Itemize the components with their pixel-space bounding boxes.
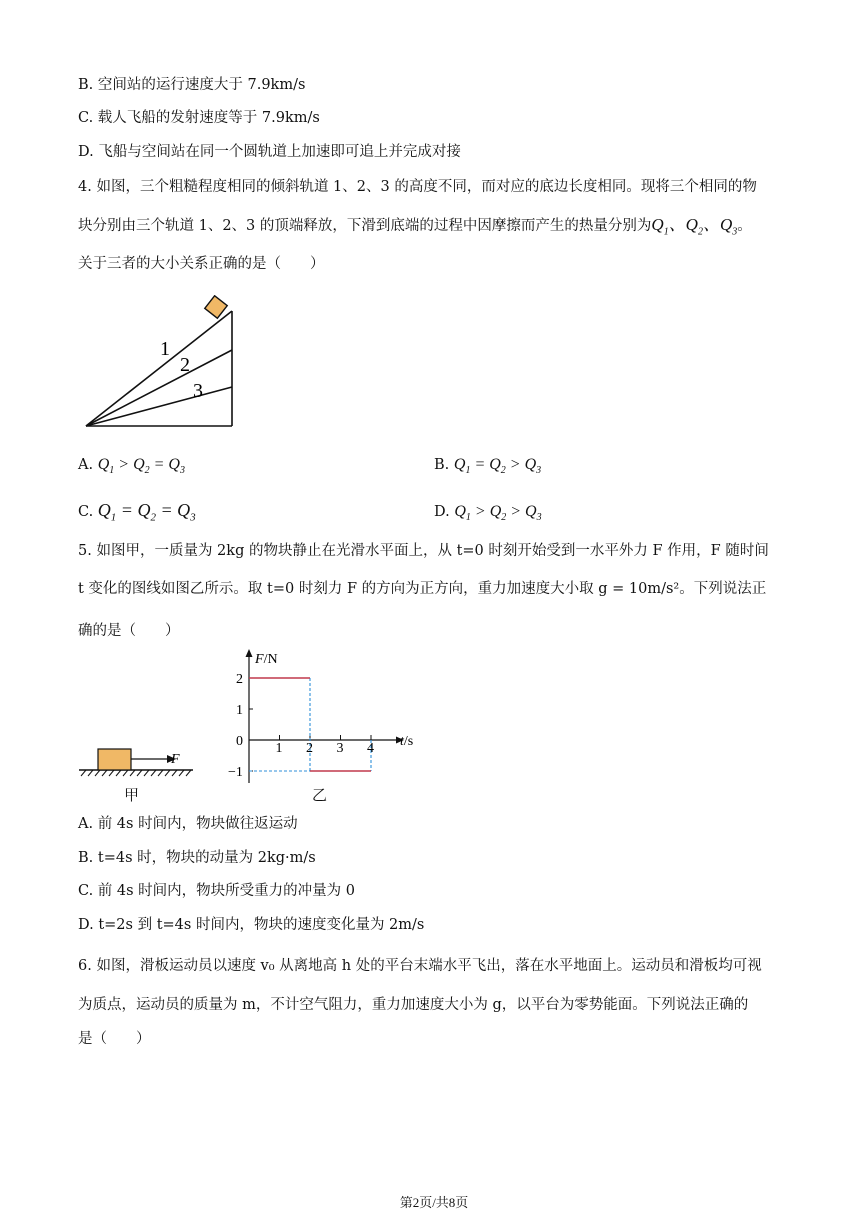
ground-hatch <box>172 770 177 776</box>
y-tick-label: −1 <box>228 765 243 780</box>
q3-option-b: B. 空间站的运行速度大于 7.9km/s <box>78 77 306 93</box>
q6-stem-line1: 6. 如图，滑板运动员以速度 v₀ 从离地高 h 处的平台末端水平飞出，落在水平地面上。运动员和滑板均可视 <box>78 958 762 974</box>
page-footer: 第2页/共8页 <box>399 1195 469 1210</box>
q6-stem-line2: 为质点，运动员的质量为 m，不计空气阻力，重力加速度大小为 g，以平台为零势能面。下列说法正确的 <box>78 997 749 1013</box>
q4-stem-line1: 4. 如图，三个粗糙程度相同的倾斜轨道 1、2、3 的高度不同，而对应的底边长度相同。现将三个相同的物 <box>78 179 757 195</box>
ground-hatch <box>186 770 191 776</box>
q5-option-c: C. 前 4s 时间内，物块所受重力的冲量为 0 <box>78 883 356 899</box>
q4-stem-line3: 关于三者的大小关系正确的是（ ） <box>78 256 325 272</box>
y-axis-label: F/N <box>255 652 278 667</box>
x-axis-label: t/s <box>400 734 414 749</box>
q5-stem-line2: t 变化的图线如图乙所示。取 t=0 时刻力 F 的方向为正方向，重力加速度大小取 g = 10m/s²。下列说法正 <box>78 581 767 597</box>
ground-hatch <box>123 770 128 776</box>
force-label: F <box>171 752 180 767</box>
ground-hatch <box>130 770 135 776</box>
q4-option-c: C. $Q_1 = Q_2 = Q_3$ <box>78 500 196 524</box>
track-label-2: 2 <box>180 354 190 376</box>
x-tick-label: 2 <box>306 741 313 756</box>
q5-stem-line1: 5. 如图甲，一质量为 2kg 的物块静止在光滑水平面上，从 t=0 时刻开始受到一水平外力 F 作用，F 随时间 <box>78 543 769 559</box>
ground-hatch <box>151 770 156 776</box>
ground-hatch <box>116 770 121 776</box>
q4-incline-figure <box>80 295 240 431</box>
q5-block <box>98 749 131 770</box>
q3-option-d: D. 飞船与空间站在同一个圆轨道上加速即可追上并完成对接 <box>78 144 461 160</box>
fig-jia-label: 甲 <box>124 786 140 804</box>
track-3 <box>86 387 232 426</box>
ground-hatch <box>95 770 100 776</box>
y-tick-label: 1 <box>236 703 243 718</box>
q4-option-b: B. $Q_1 = Q_2 > Q_3$ <box>434 456 542 477</box>
x-tick-label: 4 <box>367 741 374 756</box>
track-1 <box>86 311 232 426</box>
fig-yi-label: 乙 <box>312 786 328 804</box>
y-tick-label: 0 <box>236 734 243 749</box>
q4-option-a: A. $Q_1 > Q_2 = Q_3$ <box>78 456 185 477</box>
ground-hatch <box>165 770 170 776</box>
ground-hatch <box>144 770 149 776</box>
ground-hatch <box>102 770 107 776</box>
q4-heat-symbols: $Q_1$、$Q_2$、$Q_3$ <box>651 215 738 238</box>
q4-stem-line2: 块分别由三个轨道 1、2、3 的顶端释放，下滑到底端的过程中因摩擦而产生的热量分别为$Q_1$、$Q_2$、$Q_3$。 <box>78 215 752 238</box>
q5-ft-chart <box>228 645 428 790</box>
q5-option-a: A. 前 4s 时间内，物块做往返运动 <box>78 816 298 832</box>
q5-stem-line3: 确的是（ ） <box>78 623 180 639</box>
x-tick-label: 1 <box>275 741 283 756</box>
y-tick-label: 2 <box>236 672 243 687</box>
q6-stem-line3: 是（ ） <box>78 1031 151 1047</box>
ground-hatch <box>88 770 93 776</box>
q5-option-b: B. t=4s 时，物块的动量为 2kg·m/s <box>78 850 316 866</box>
y-axis-arrow <box>246 649 253 657</box>
track-label-3: 3 <box>193 380 203 402</box>
q4-stem-line2-text: 块分别由三个轨道 1、2、3 的顶端释放，下滑到底端的过程中因摩擦而产生的热量分别为 <box>78 218 652 234</box>
ground-hatch <box>179 770 184 776</box>
q4-block <box>205 296 227 318</box>
ground-hatch <box>109 770 114 776</box>
q5-option-d: D. t=2s 到 t=4s 时间内，物块的速度变化量为 2m/s <box>78 917 425 933</box>
track-label-1: 1 <box>160 338 170 360</box>
track-2 <box>86 350 232 426</box>
ground-hatch <box>158 770 163 776</box>
ground-hatch <box>137 770 142 776</box>
q4-option-d: D. $Q_1 > Q_2 > Q_3$ <box>434 503 542 524</box>
ground-hatch <box>81 770 86 776</box>
q3-option-c: C. 载人飞船的发射速度等于 7.9km/s <box>78 110 320 126</box>
x-tick-label: 3 <box>336 741 344 756</box>
